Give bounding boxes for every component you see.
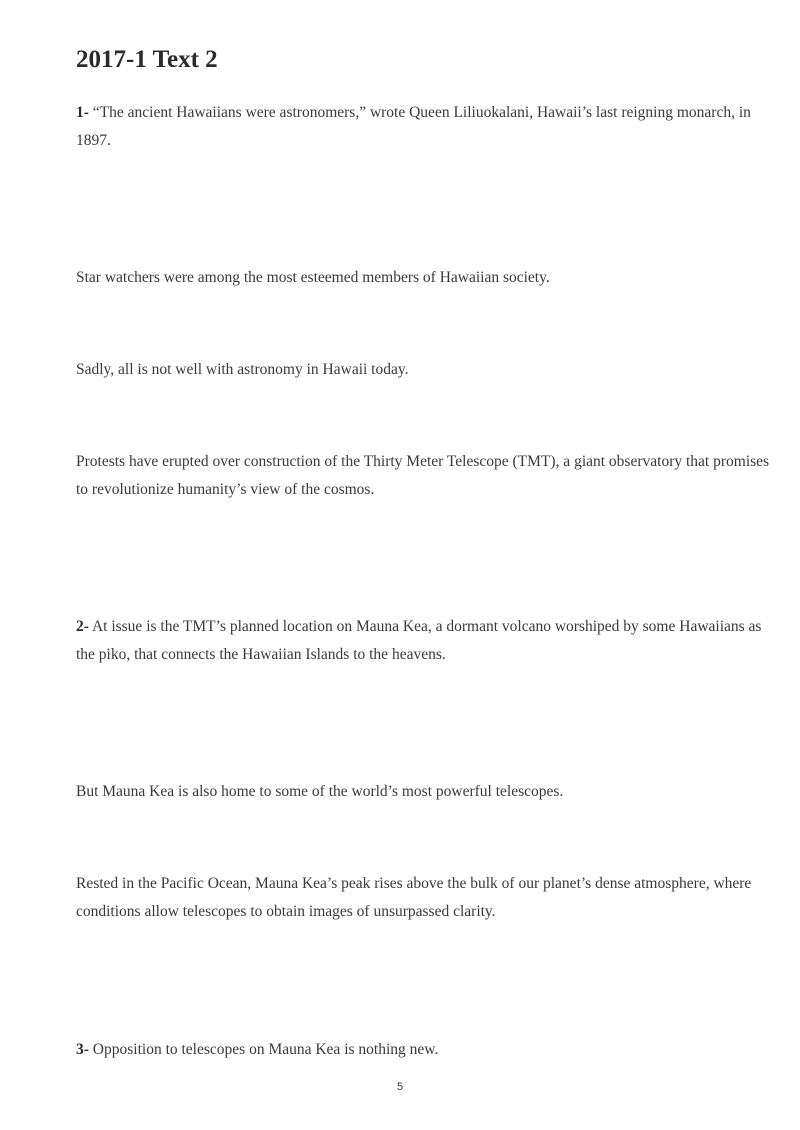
paragraph-number: 1- (76, 104, 89, 121)
paragraph-text: Protests have erupted over construction of the Thirty Meter Telescope (TMT), a giant observatory that promises to revolutionize humanity’s view of the cosmos. (76, 453, 770, 498)
paragraph-text: But Mauna Kea is also home to some of the world’s most powerful telescopes. (76, 783, 564, 800)
paragraph-text: Star watchers were among the most esteemed members of Hawaiian society. (76, 269, 550, 286)
page-number: 5 (396, 1081, 404, 1093)
paragraph-7 (76, 870, 776, 926)
paragraph-4 (76, 448, 776, 504)
paragraph-text: At issue is the TMT’s planned location on Mauna Kea, a dormant volcano worshiped by some Hawaiians as the piko, that connects the Hawaiian Islands to the heavens. (76, 618, 762, 663)
paragraph-text: “The ancient Hawaiians were astronomers,” wrote Queen Liliuokalani, Hawaii’s last reigning monarch, in 1897. (76, 104, 751, 149)
paragraph-2 (76, 264, 776, 292)
paragraph-5 (76, 613, 776, 669)
paragraph-text: Opposition to telescopes on Mauna Kea is nothing new. (88, 1041, 439, 1058)
paragraph-3 (76, 356, 776, 384)
paragraph-number: 2- (76, 618, 89, 635)
paragraph-text: Rested in the Pacific Ocean, Mauna Kea’s peak rises above the bulk of our planet’s dense atmosphere, where conditions allow telescopes to obtain images of unsurpassed clarity. (76, 875, 752, 920)
paragraph-number: 3- (76, 1041, 89, 1058)
paragraph-text: Sadly, all is not well with astronomy in Hawaii today. (76, 361, 409, 378)
paragraph-6 (76, 778, 776, 806)
paragraph-1 (76, 99, 776, 155)
paragraph-8 (76, 1036, 776, 1064)
document-title: 2017-1 Text 2 (76, 46, 218, 73)
